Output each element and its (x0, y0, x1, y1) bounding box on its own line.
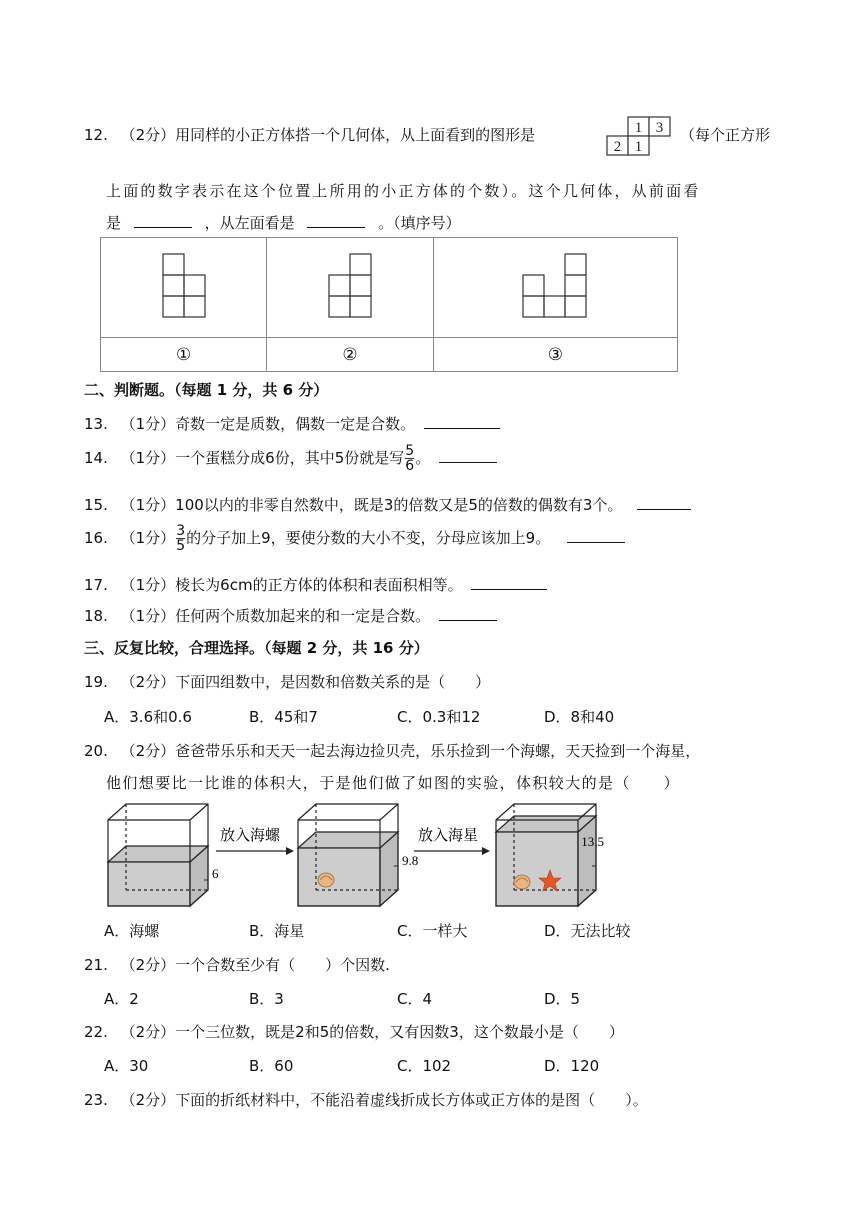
q13-answer-blank[interactable] (424, 427, 500, 429)
fraction-denominator: 5 (176, 538, 186, 554)
option-d[interactable]: D．5 (544, 990, 581, 1008)
q21-options (104, 988, 581, 1008)
top-view-digit: 1 (634, 120, 643, 136)
option-c[interactable]: C．一样大 (397, 922, 468, 940)
q20-line1 (84, 740, 700, 761)
option-d[interactable]: D．120 (544, 1057, 600, 1075)
top-view-digit: 3 (655, 120, 664, 136)
option-a[interactable]: A．30 (104, 1057, 149, 1075)
q21 (84, 954, 390, 975)
q19 (84, 671, 490, 692)
q18-answer-blank[interactable] (439, 619, 497, 621)
view-figure-3 (521, 252, 589, 320)
view-cell-1 (101, 238, 267, 338)
q15 (84, 494, 691, 515)
arrow-label-1: 放入海螺 (220, 826, 281, 844)
q12-top-view-figure (606, 115, 672, 157)
option-c[interactable]: C．0.3和12 (397, 708, 481, 726)
option-b[interactable]: B．海星 (249, 922, 305, 940)
q20-options (104, 920, 631, 940)
q20-experiment-figure (104, 800, 604, 910)
q12-views-table (100, 237, 678, 372)
q15-text: （1分）100以内的非零自然数中，既是3的倍数又是5的倍数的偶数有3个。 (120, 496, 623, 514)
option-a[interactable]: A．3.6和0.6 (104, 708, 192, 726)
q17-text: （1分）棱长为6cm的正方体的体积和表面积相等。 (120, 576, 463, 594)
fraction-numerator: 3 (176, 523, 186, 539)
top-view-digit: 1 (634, 139, 643, 155)
q22 (84, 1021, 624, 1042)
q16-fraction (176, 524, 185, 553)
view-label-2: ② (267, 338, 433, 372)
view-label-1: ① (101, 338, 267, 372)
q22-number: 22. (84, 1023, 108, 1041)
arrow-label-2: 放入海星 (418, 826, 479, 844)
q12-number: 12. (84, 126, 108, 144)
q13 (84, 413, 500, 434)
answer-blank-left[interactable] (307, 226, 365, 228)
q18-number: 18. (84, 607, 108, 625)
option-c[interactable]: C．4 (397, 990, 433, 1008)
view-figure-1 (161, 252, 207, 320)
q20-line2: 他们想要比一比谁的体积大，于是他们做了如图的实验，体积较大的是（ ） (106, 774, 681, 792)
option-a[interactable]: A．海螺 (104, 922, 160, 940)
section-3-heading: 三、反复比较，合理选择。（每题 2 分，共 16 分） (84, 639, 429, 657)
q16-text-b: 的分子加上9，要使分数的大小不变，分母应该加上9。 (186, 529, 551, 547)
q17-number: 17. (84, 576, 108, 594)
top-view-digit: 2 (613, 139, 622, 155)
q12-line3-a: 是 (106, 214, 122, 232)
fraction-numerator: 5 (405, 443, 415, 459)
height-label-3: 13.5 (581, 834, 604, 849)
q23-text: （2分）下面的折纸材料中，不能沿着虚线折成长方体或正方体的是图（ ）。 (120, 1091, 648, 1109)
height-label-2: 9.8 (402, 853, 419, 868)
section-2-heading: 二、判断题。（每题 1 分，共 6 分） (84, 381, 329, 399)
q16-text-a: （1分） (120, 529, 176, 547)
option-d[interactable]: D．8和40 (544, 708, 615, 726)
option-b[interactable]: B．60 (249, 1057, 294, 1075)
view-cell-2 (267, 238, 433, 338)
q17 (84, 574, 547, 595)
q17-answer-blank[interactable] (471, 588, 547, 590)
q22-options (104, 1055, 600, 1075)
option-b[interactable]: B．45和7 (249, 708, 318, 726)
q21-number: 21. (84, 956, 108, 974)
answer-blank-front[interactable] (134, 226, 192, 228)
container-2 (298, 804, 398, 906)
q20-text-1: （2分）爸爸带乐乐和天天一起去海边捡贝壳，乐乐捡到一个海螺，天天捡到一个海星， (120, 742, 701, 760)
q19-number: 19. (84, 673, 108, 691)
view-figure-2 (327, 252, 373, 320)
q12-text-a: （2分）用同样的小正方体搭一个几何体，从上面看到的图形是 (120, 126, 536, 144)
q18-text: （1分）任何两个质数加起来的和一定是合数。 (120, 607, 431, 625)
q15-number: 15. (84, 496, 108, 514)
q14-answer-blank[interactable] (439, 461, 497, 463)
q23-number: 23. (84, 1091, 108, 1109)
q12-line3-c: 。（填序号） (378, 214, 461, 232)
q13-text: （1分）奇数一定是质数，偶数一定是合数。 (120, 415, 416, 433)
option-a[interactable]: A．2 (104, 990, 139, 1008)
view-cell-3 (433, 238, 677, 338)
q14-fraction (405, 444, 414, 473)
q12-line1 (84, 124, 535, 145)
q16 (84, 524, 625, 553)
q13-number: 13. (84, 415, 108, 433)
q12-line3-b: ，从左面看是 (204, 214, 295, 232)
q12-text-b: （每个正方形 (680, 126, 771, 144)
q14-number: 14. (84, 449, 108, 467)
q14-text-b: 。 (415, 449, 431, 467)
height-label-1: 6 (212, 866, 219, 881)
q23 (84, 1089, 648, 1110)
q19-text: （2分）下面四组数中，是因数和倍数关系的是（ ） (120, 673, 491, 691)
container-3 (496, 804, 596, 906)
option-d[interactable]: D．无法比较 (544, 922, 631, 940)
q18 (84, 605, 497, 626)
q16-answer-blank[interactable] (567, 541, 625, 543)
q19-options (104, 706, 615, 726)
option-c[interactable]: C．102 (397, 1057, 452, 1075)
q20-number: 20. (84, 742, 108, 760)
q14 (84, 444, 497, 473)
fraction-denominator: 6 (405, 458, 415, 474)
q22-text: （2分）一个三位数，既是2和5的倍数，又有因数3，这个数最小是（ ） (120, 1023, 624, 1041)
q12-line3 (106, 212, 461, 233)
option-b[interactable]: B．3 (249, 990, 284, 1008)
view-label-3: ③ (433, 338, 677, 372)
q14-text-a: （1分）一个蛋糕分成6份，其中5份就是写 (120, 449, 405, 467)
q16-number: 16. (84, 529, 108, 547)
container-1 (108, 804, 208, 906)
q21-text: （2分）一个合数至少有（ ）个因数. (120, 956, 390, 974)
q12-line2: 上面的数字表示在这个位置上所用的小正方体的个数）。这个几何体，从前面看 (106, 182, 701, 200)
q15-answer-blank[interactable] (637, 508, 691, 510)
